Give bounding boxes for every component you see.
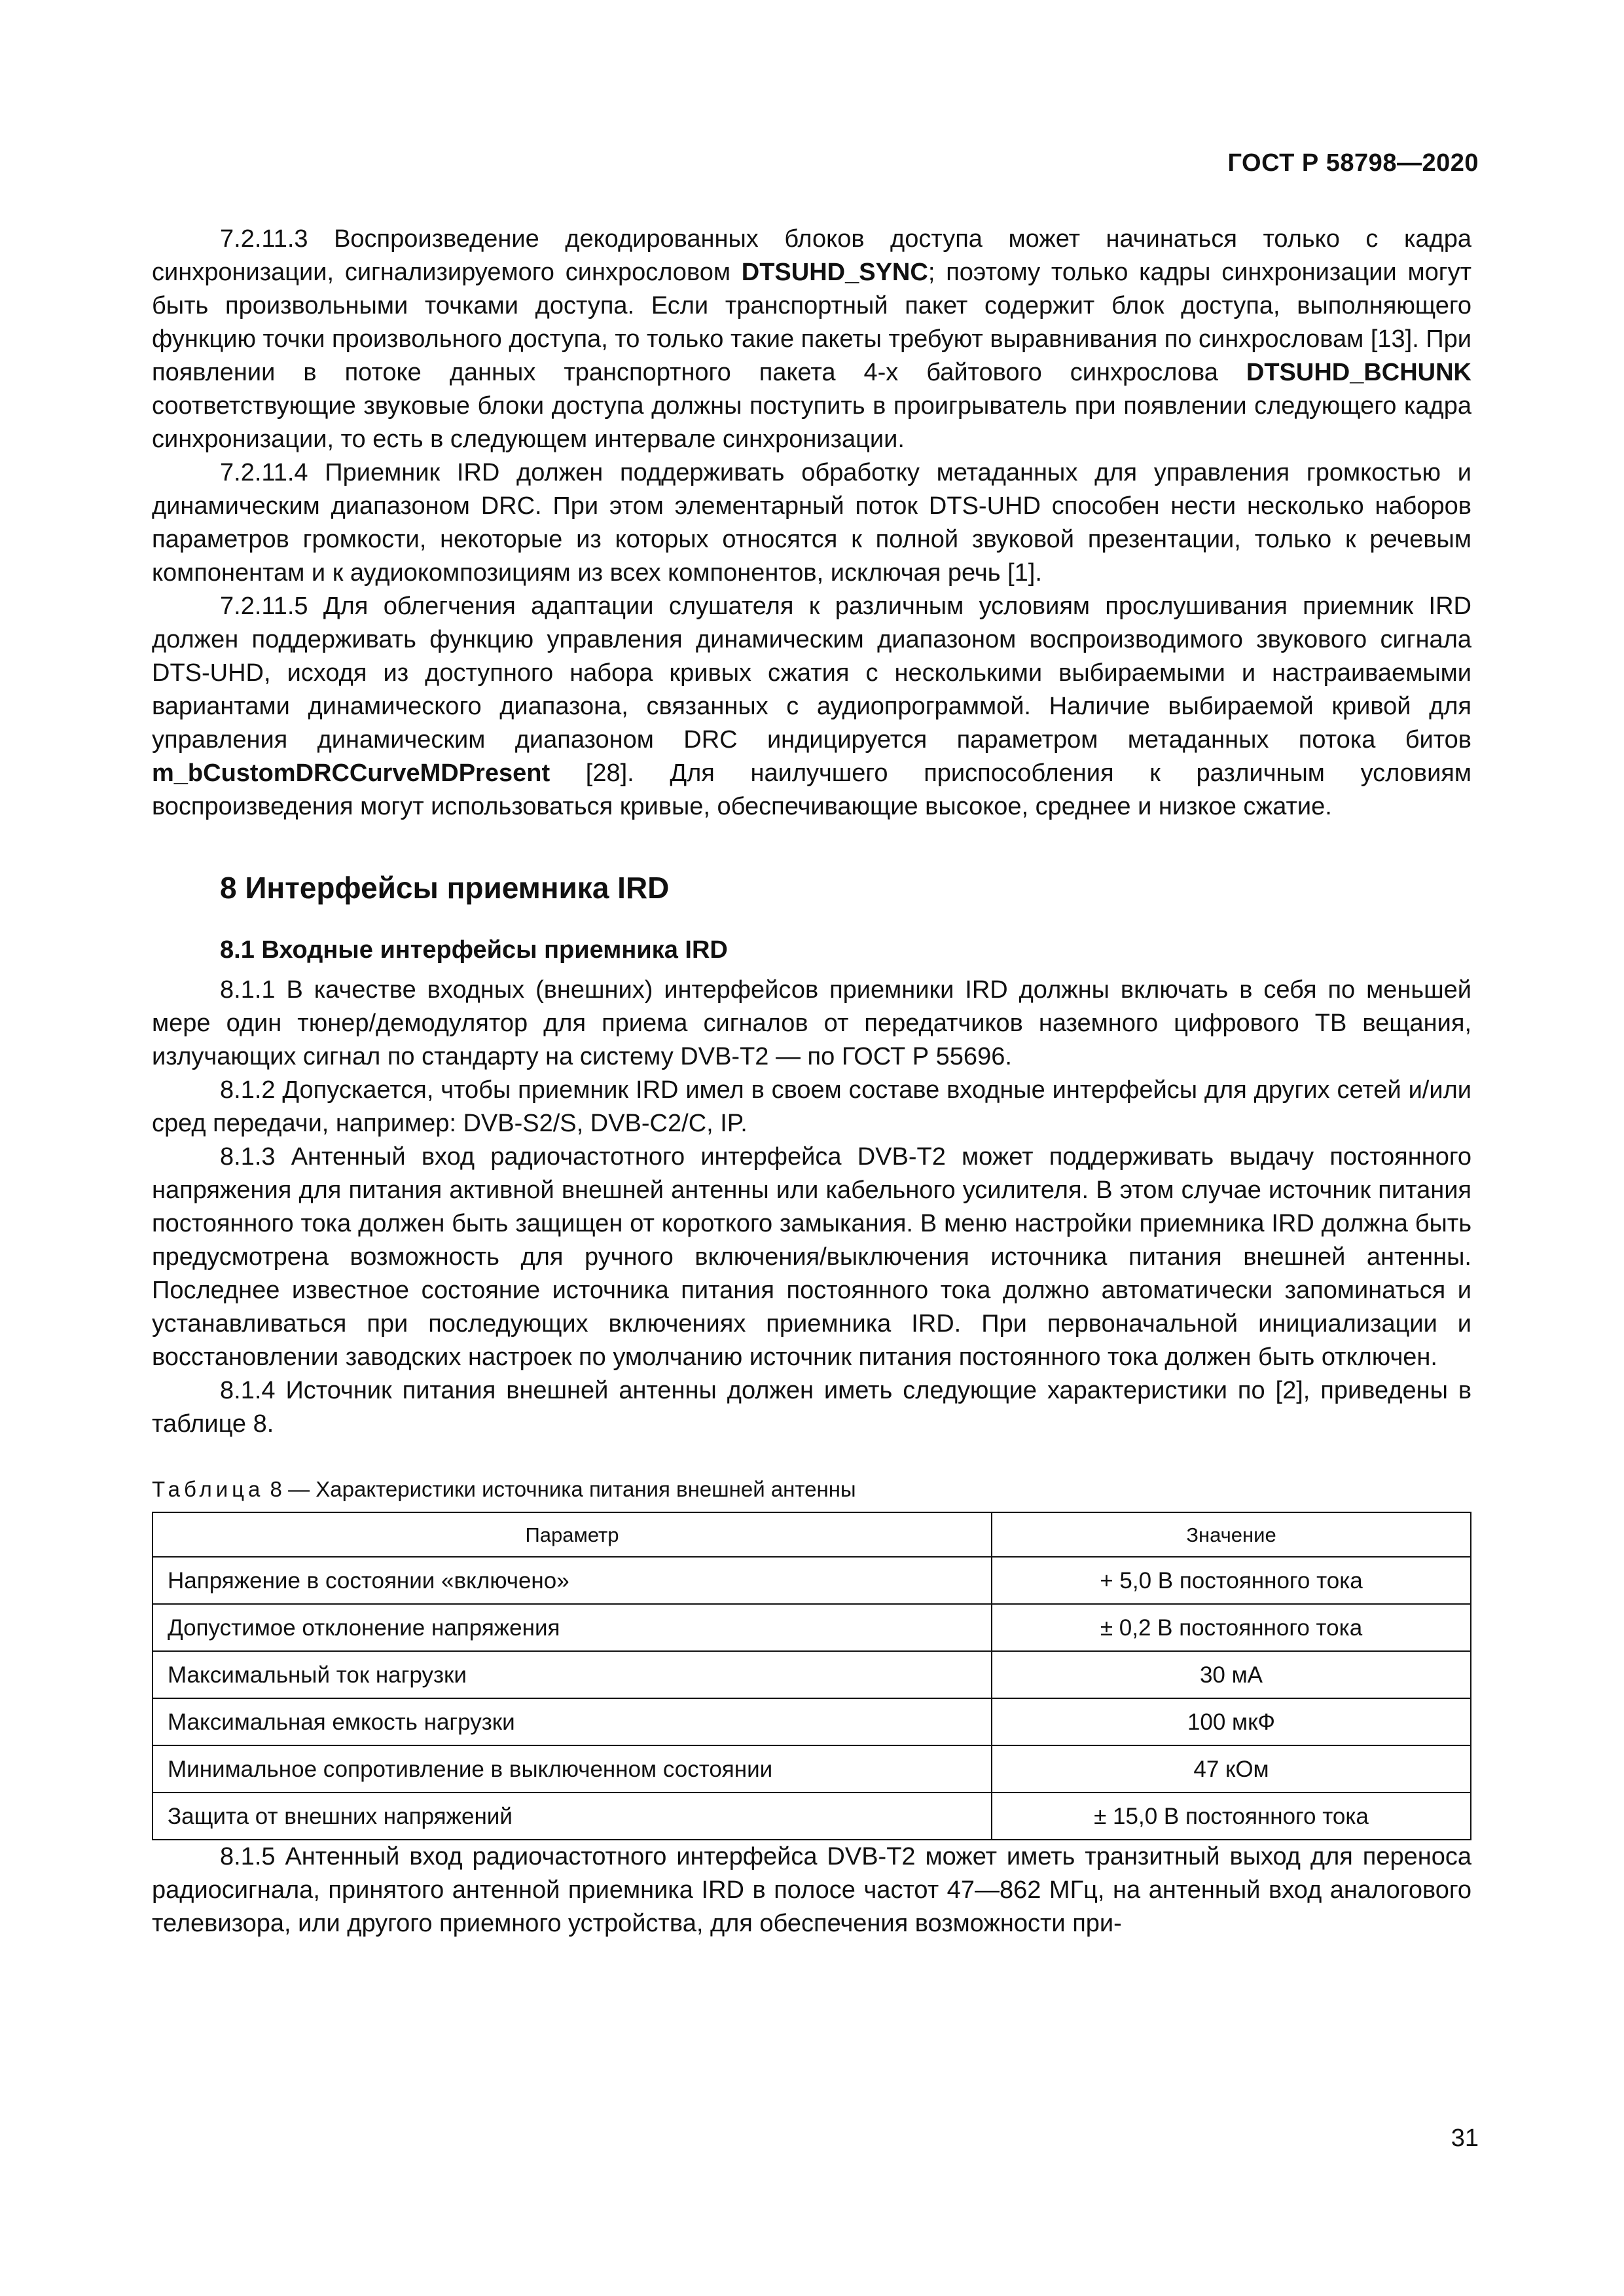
table-row [153,1651,1471,1698]
table-caption-text: 8 — Характеристики источника питания внешней антенны [264,1477,856,1501]
text-run: [28]. Для наилучшего приспособления к различным условиям воспроизведения могут использоваться кривые, обеспечивающие высокое, среднее и низкое сжатие. [152,759,1471,820]
paragraph-8-1-1: 8.1.1 В качестве входных (внешних) интерфейсов приемники IRD должны включать в себя по меньшей мере один тюнер/демодулятор для приема сигналов от передатчиков наземного цифрового ТВ вещания, излучающих сигнал по стандарту на систему DVB-T2 — по ГОСТ Р 55696. [152,976,1471,1070]
header-cell-value: Значение [992,1512,1471,1557]
text-run: ; поэтому только кадры синхронизации могут быть произвольными точками доступа. Если транспортный пакет содержит блок доступа, выполняющего функцию точки произвольного доступа, то только такие пакеты требуют выравнивания по синхрословам [13]. При появлении в потоке данных транспортного пакета 4-х байтового синхрослова [152,259,1471,386]
value-cell: ± 15,0 В постоянного тока [992,1793,1471,1840]
page-number: 31 [1451,2124,1479,2152]
bold-term: DTSUHD_BCHUNK [1246,359,1471,386]
text-run: 7.2.11.3 Воспроизведение декодированных блоков доступа может начинаться только с кадра синхронизации, сигнализируемого синхрословом [152,225,1471,286]
table-row [153,1557,1471,1604]
table-caption-label: Таблица [152,1477,264,1501]
value-cell: 30 мА [992,1651,1471,1698]
paragraph-7-2-11-4: 7.2.11.4 Приемник IRD должен поддерживать обработку метаданных для управления громкостью и динамическим диапазоном DRC. При этом элементарный поток DTS-UHD способен нести несколько наборов параметров громкости, некоторые из которых относятся к полной звуковой презентации, только к речевым компонентам и к аудиокомпозициям из всех компонентов, исключая речь [1]. [152,459,1471,587]
value-cell: 100 мкФ [992,1698,1471,1745]
paragraph-7-2-11-3 [152,223,1471,456]
table-row [153,1604,1471,1651]
bold-term: DTSUHD_SYNC [741,259,928,286]
table-row [153,1698,1471,1745]
parameter-cell: Максимальная емкость нагрузки [153,1698,992,1745]
value-cell: + 5,0 В постоянного тока [992,1557,1471,1604]
parameter-cell: Защита от внешних напряжений [153,1793,992,1840]
table-row [153,1793,1471,1840]
section-8-1-heading: 8.1 Входные интерфейсы приемника IRD [220,936,728,964]
value-cell: 47 кОм [992,1745,1471,1793]
table-caption [152,1475,1471,1504]
parameter-cell: Минимальное сопротивление в выключенном состоянии [153,1745,992,1793]
page-content [152,223,1471,1941]
table-row [153,1745,1471,1793]
paragraph-8-1-5: 8.1.5 Антенный вход радиочастотного интерфейса DVB-T2 может иметь транзитный выход для переноса радиосигнала, принятого антенной приемника IRD в полосе частот 47—862 МГц, на антенный вход аналогового телевизора, или другого приемного устройства, для обеспечения возможности при- [152,1843,1471,1937]
value-cell: ± 0,2 В постоянного тока [992,1604,1471,1651]
document-code: ГОСТ Р 58798—2020 [1227,149,1479,177]
parameter-cell: Допустимое отклонение напряжения [153,1604,992,1651]
section-8-heading: 8 Интерфейсы приемника IRD [220,871,670,905]
parameter-cell: Напряжение в состоянии «включено» [153,1557,992,1604]
text-run: соответствующие звуковые блоки доступа должны поступить в проигрыватель при появлении следующего кадра синхронизации, то есть в следующем интервале синхронизации. [152,392,1471,453]
table-8 [152,1512,1471,1840]
parameter-cell: Максимальный ток нагрузки [153,1651,992,1698]
paragraph-8-1-2: 8.1.2 Допускается, чтобы приемник IRD имел в своем составе входные интерфейсы для других сетей и/или сред передачи, например: DVB-S2/S, DVB-C2/C, IP. [152,1076,1471,1137]
text-run: 7.2.11.5 Для облегчения адаптации слушателя к различным условиям прослушивания приемник IRD должен поддерживать функцию управления динамическим диапазоном воспроизводимого звукового сигнала DTS-UHD, исходя из доступного набора кривых сжатия с несколькими выбираемыми и настраиваемыми вариантами динамического диапазона, связанных с аудиопрограммой. Наличие выбираемой кривой для управления динамическим диапазоном DRC индицируется параметром метаданных потока битов [152,592,1471,754]
table-header-row [153,1512,1471,1557]
bold-term: m_bCustomDRCCurveMDPresent [152,759,550,787]
paragraph-8-1-3: 8.1.3 Антенный вход радиочастотного интерфейса DVB-T2 может поддерживать выдачу постоянного напряжения для питания активной внешней антенны или кабельного усилителя. В этом случае источник питания постоянного тока должен быть защищен от короткого замыкания. В меню настройки приемника IRD должна быть предусмотрена возможность для ручного включения/выключения источника питания внешней антенны. Последнее известное состояние источника питания постоянного тока должно автоматически запоминаться и устанавливаться при последующих включениях приемника IRD. При первоначальной инициализации и восстановлении заводских настроек по умолчанию источник питания постоянного тока должен быть отключен. [152,1143,1471,1371]
paragraph-7-2-11-5 [152,590,1471,824]
paragraph-8-1-4: 8.1.4 Источник питания внешней антенны должен иметь следующие характеристики по [2], приведены в таблице 8. [152,1377,1471,1438]
header-cell-parameter: Параметр [153,1512,992,1557]
